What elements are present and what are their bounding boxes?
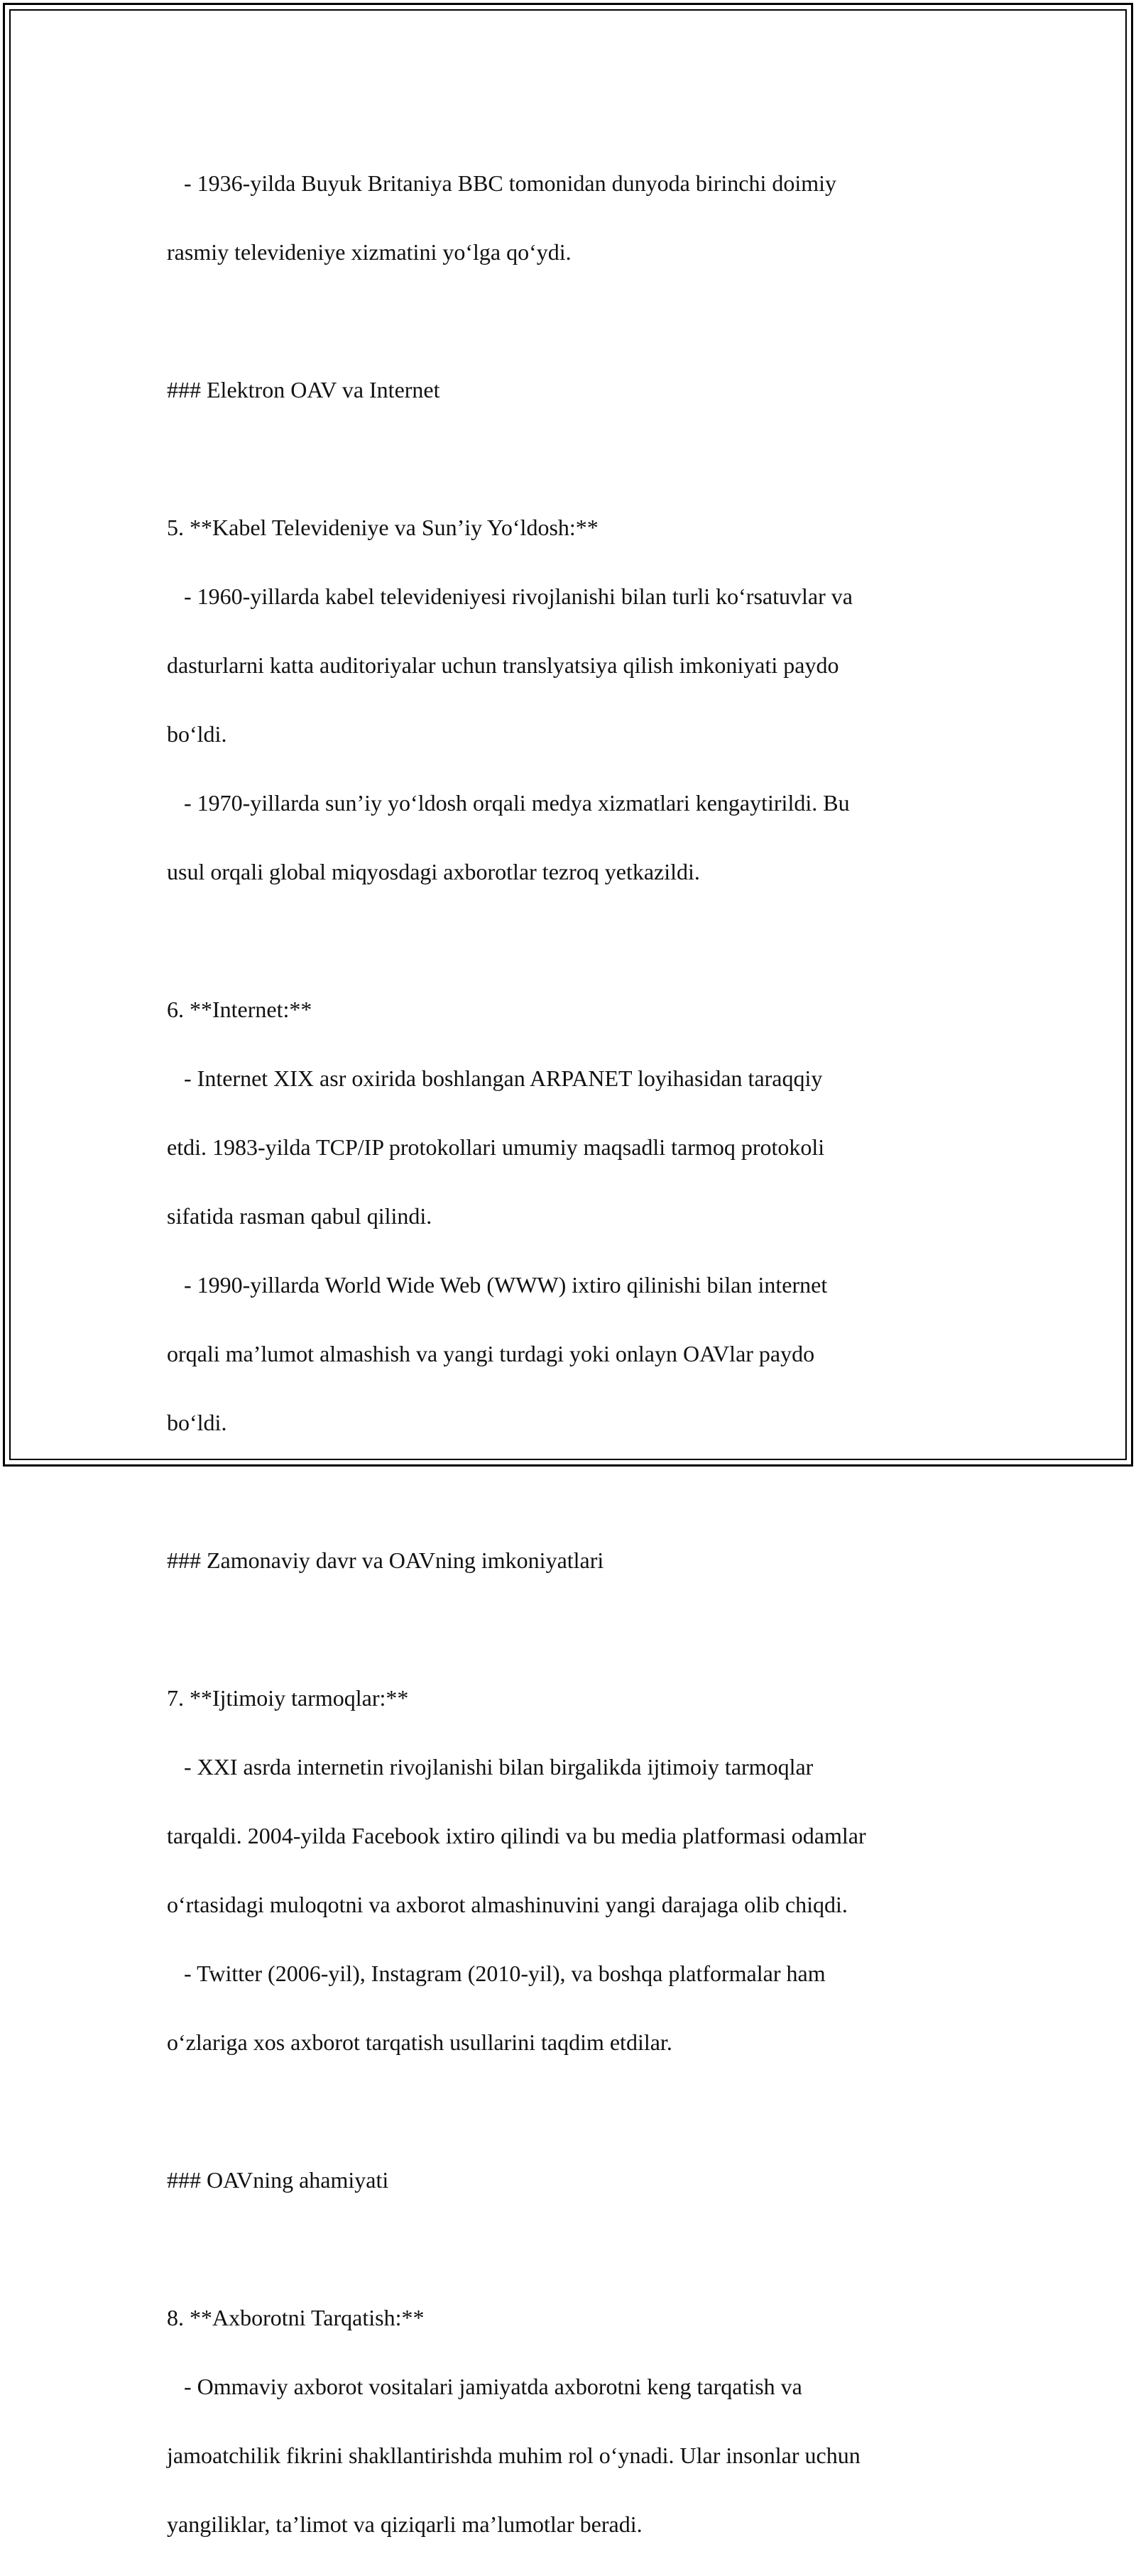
text-line: dasturlarni katta auditoriyalar uchun translyatsiya qilish imkoniyati paydo	[167, 652, 839, 678]
text-line: - 1970-yillarda sun’iy yo‘ldosh orqali medya xizmatlari kengaytirildi. Bu	[167, 789, 850, 816]
text-line: - 1936-yilda Buyuk Britaniya BBC tomonidan dunyoda birinchi doimiy	[167, 170, 837, 196]
section-heading: ### Elektron OAV va Internet	[167, 376, 440, 402]
text-line: rasmiy televideniye xizmatini yo‘lga qo‘ydi.	[167, 239, 572, 265]
text-line: - Ommaviy axborot vositalari jamiyatda axborotni keng tarqatish va	[167, 2373, 802, 2399]
text-line	[167, 2094, 983, 2129]
list-item-title: 8. **Axborotni Tarqatish:**	[167, 2304, 425, 2330]
text-line	[167, 2232, 983, 2267]
text-line: orqali ma’lumot almashish va yangi turdagi yoki onlayn OAVlar paydo	[167, 1340, 815, 1366]
text-line: - Internet XIX asr oxirida boshlangan ARPANET loyihasidan taraqqiy	[167, 1065, 823, 1091]
text-line: - XXI asrda internetin rivojlanishi bilan birgalikda ijtimoiy tarmoqlar	[167, 1753, 814, 1780]
text-line: - 1960-yillarda kabel televideniyesi rivojlanishi bilan turli ko‘rsatuvlar va	[167, 583, 853, 609]
text-line: o‘zlariga xos axborot tarqatish usullarini taqdim etdilar.	[167, 2029, 672, 2055]
text-line: usul orqali global miqyosdagi axborotlar tezroq yetkazildi.	[167, 858, 700, 884]
text-line	[167, 304, 983, 339]
text-line: tarqaldi. 2004-yilda Facebook ixtiro qilindi va bu media platformasi odamlar	[167, 1822, 866, 1848]
text-line	[167, 1474, 983, 1509]
text-line: jamoatchilik fikrini shakllantirishda muhim rol o‘ynadi. Ular insonlar uchun	[167, 2442, 861, 2468]
text-line: etdi. 1983-yilda TCP/IP protokollari umumiy maqsadli tarmoq protokoli	[167, 1134, 825, 1160]
list-item-title: 5. **Kabel Televideniye va Sun’iy Yo‘ldosh:**	[167, 514, 599, 540]
text-line: o‘rtasidagi muloqotni va axborot almashinuvini yangi darajaga olib chiqdi.	[167, 1891, 848, 1917]
section-heading: ### OAVning ahamiyati	[167, 2166, 389, 2193]
section-heading: ### Zamonaviy davr va OAVning imkoniyatlari	[167, 1547, 604, 1573]
text-line	[167, 442, 983, 476]
text-line: yangiliklar, ta’limot va qiziqarli ma’lumotlar beradi.	[167, 2511, 643, 2537]
document-body	[167, 131, 983, 2576]
text-line: bo‘ldi.	[167, 720, 227, 747]
list-item-title: 6. **Internet:**	[167, 996, 312, 1022]
list-item-title: 7. **Ijtimoiy tarmoqlar:**	[167, 1684, 409, 1711]
text-line: bo‘ldi.	[167, 1409, 227, 1435]
text-line: - Twitter (2006-yil), Instagram (2010-yil), va boshqa platformalar ham	[167, 1960, 826, 1986]
text-line	[167, 923, 983, 958]
text-line	[167, 1612, 983, 1647]
text-line: - 1990-yillarda World Wide Web (WWW) ixtiro qilinishi bilan internet	[167, 1271, 828, 1298]
text-line: sifatida rasman qabul qilindi.	[167, 1202, 432, 1229]
